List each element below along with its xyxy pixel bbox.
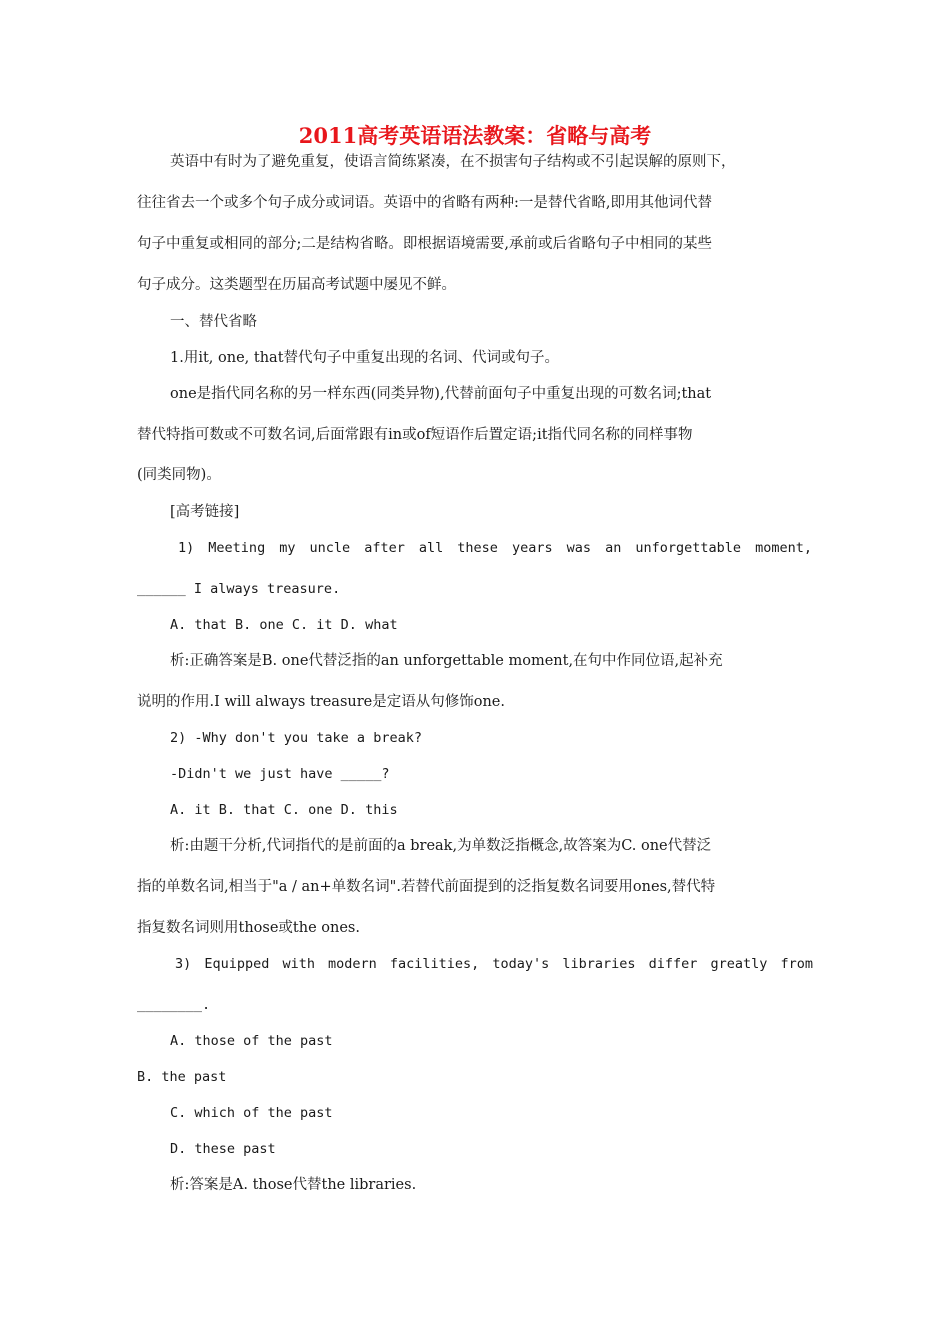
question-1-options: A. that B. one C. it D. what — [170, 617, 398, 633]
word: after — [364, 540, 405, 556]
question-3-option-b: B. the past — [137, 1069, 227, 1085]
question-3-option-c: C. which of the past — [170, 1105, 333, 1121]
word: 1) — [178, 540, 195, 556]
question-2-options: A. it B. that C. one D. this — [170, 802, 398, 818]
question-3-option-a: A. those of the past — [170, 1033, 333, 1049]
question-1-line-2: ______ I always treasure. — [137, 581, 341, 597]
word: moment, — [755, 540, 812, 556]
word: years — [511, 540, 553, 556]
question-1-answer: 说明的作用.I will always treasure是定语从句修饰one. — [137, 694, 505, 710]
question-1-answer: 析:正确答案是B. one代替泛指的an unforgettable moment,在句中作同位语,起补充 — [170, 653, 723, 669]
question-2-answer: 指的单数名词,相当于"a / an+单数名词".若替代前面提到的泛指复数名词要用ones,替代特 — [137, 879, 716, 895]
word: facilities, — [389, 956, 480, 972]
word: these — [457, 540, 498, 556]
explain-line: (同类同物)。 — [137, 467, 221, 483]
intro-line: 往往省去一个或多个句子成分或词语。英语中的省略有两种:一是替代省略,即用其他词代替 — [137, 195, 712, 211]
word: was — [566, 540, 592, 556]
section-heading: 一、替代省略 — [170, 314, 257, 330]
link-label: [高考链接] — [170, 504, 240, 520]
question-2-answer: 指复数名词则用those或the ones. — [137, 920, 360, 936]
intro-line: 句子中重复或相同的部分;二是结构省略。即根据语境需要,承前或后省略句子中相同的某些 — [137, 236, 712, 252]
intro-line: 英语中有时为了避免重复，使语言简练紧凑，在不损害句子结构或不引起误解的原则下， — [170, 154, 736, 170]
word: libraries — [562, 956, 636, 972]
word: Equipped — [204, 956, 270, 972]
question-2-answer: 析:由题干分析,代词指代的是前面的a break,为单数泛指概念,故答案为C. one代替泛 — [170, 838, 712, 854]
word: today's — [492, 956, 550, 972]
word: unforgettable — [635, 540, 742, 556]
word: modern — [328, 956, 377, 972]
question-2-line-2: -Didn't we just have _____? — [170, 766, 390, 782]
word: greatly — [710, 956, 768, 972]
question-3-line-2: ________. — [137, 997, 211, 1013]
question-3-line-1 — [175, 954, 813, 974]
word: uncle — [309, 540, 351, 556]
question-1-line-1 — [178, 538, 812, 558]
word: 3) — [175, 956, 192, 972]
intro-line: 句子成分。这类题型在历届高考试题中屡见不鲜。 — [137, 277, 456, 293]
word: Meeting — [208, 540, 266, 556]
page-title: 2011高考英语语法教案：省略与高考 — [298, 123, 652, 148]
question-3-option-d: D. these past — [170, 1141, 276, 1157]
point-heading: 1.用it, one, that替代句子中重复出现的名词、代词或句子。 — [170, 350, 560, 366]
word: from — [780, 956, 813, 972]
word: differ — [648, 956, 698, 972]
word: my — [279, 540, 296, 556]
explain-line: one是指代同名称的另一样东西(同类异物),代替前面句子中重复出现的可数名词;that — [170, 386, 712, 402]
word: with — [282, 956, 315, 972]
question-3-answer: 析:答案是A. those代替the libraries. — [170, 1177, 417, 1193]
question-2-line-1: 2) -Why don't you take a break? — [170, 730, 422, 746]
explain-line: 替代特指可数或不可数名词,后面常跟有in或of短语作后置定语;it指代同名称的同样事物 — [137, 427, 693, 443]
word: all — [418, 540, 444, 556]
word: an — [605, 540, 622, 556]
